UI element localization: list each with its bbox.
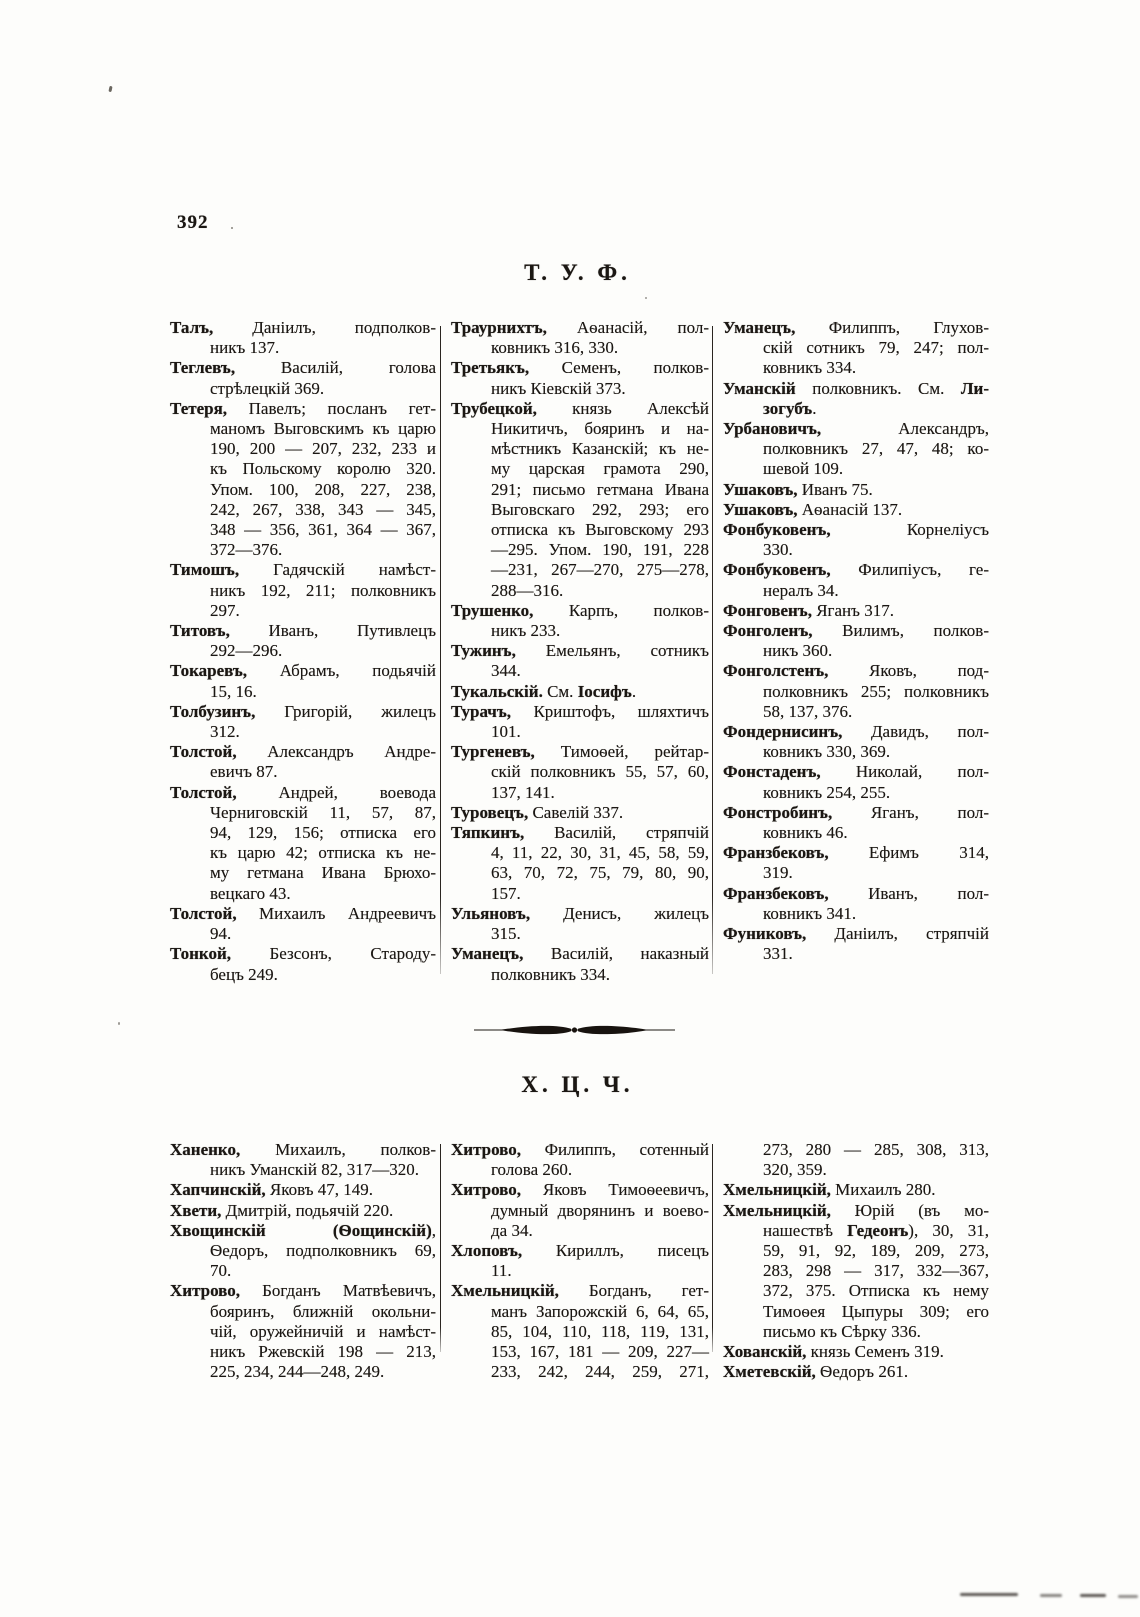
entry-line: ковникъ 254, 255. <box>763 782 891 802</box>
entry-line: ковникъ 46. <box>763 823 848 843</box>
entry-line: манъ Запорожскій 6, 64, 65, <box>491 1301 709 1321</box>
index-column <box>723 1140 989 1382</box>
index-entry <box>723 500 989 520</box>
entry-line: Фонбуковенъ, Корнеліусъ <box>723 520 989 540</box>
entry-line: скій полковникъ 55, 57, 60, <box>491 762 709 782</box>
entry-line: вецкаго 43. <box>210 883 291 903</box>
index-entry <box>451 702 709 742</box>
entry-line: Ханенко, Михаилъ, полков- <box>170 1140 436 1159</box>
index-entry <box>451 823 709 904</box>
entry-line: му царская грамота 290, <box>491 459 709 479</box>
entry-line: Уманецъ, Василій, наказный <box>451 944 709 964</box>
index-entry <box>170 1201 436 1221</box>
entry-line: 94. <box>210 924 232 944</box>
index-entry <box>170 318 436 358</box>
entry-line: Толстой, Александръ Андре- <box>170 742 436 762</box>
entry-line: Уманскій полковникъ. См. Ли- <box>723 378 989 398</box>
entry-line: полковникъ 27, 47, 48; ко- <box>763 439 989 459</box>
index-column <box>451 318 709 985</box>
entry-line: му гетмана Ивана Брюхо- <box>210 863 436 883</box>
entry-line: 11. <box>491 1261 512 1281</box>
index-entry <box>170 944 436 984</box>
index-column <box>170 1140 436 1382</box>
index-entry <box>723 1180 989 1200</box>
index-entry <box>723 419 989 480</box>
entry-line: Тимоѳея Цыпуры 309; его <box>763 1301 989 1321</box>
index-entry <box>723 520 989 560</box>
entry-line: думный дворянинъ и воево- <box>491 1200 709 1220</box>
scan-smudge <box>1040 1594 1062 1597</box>
section-header: Х. Ц. Ч. <box>521 1072 634 1097</box>
index-entry <box>451 641 709 681</box>
entry-line: къ Польскому королю 320. <box>210 459 436 479</box>
entry-line: 330. <box>763 540 793 560</box>
index-column <box>723 318 989 965</box>
entry-line: 85, 104, 110, 118, 119, 131, <box>491 1321 709 1341</box>
index-entry <box>723 762 989 802</box>
entry-line: 292—296. <box>210 641 283 661</box>
entry-line: никъ 233. <box>491 621 561 641</box>
entry-line: 137, 141. <box>491 782 555 802</box>
entry-line: Франзбековъ, Иванъ, пол- <box>723 883 989 903</box>
entry-line: 233, 242, 244, 259, 271, <box>491 1362 709 1382</box>
index-column <box>451 1140 709 1382</box>
entry-line: шевой 109. <box>763 459 844 479</box>
entry-line: 372, 375. Отписка къ нему <box>763 1281 989 1301</box>
index-entry <box>723 318 989 379</box>
column-divider-rule <box>440 326 441 974</box>
entry-line: ковникъ 316, 330. <box>491 338 619 358</box>
entry-line: 101. <box>491 722 521 742</box>
entry-line: Толстой, Андрей, воевода <box>170 782 436 802</box>
entry-line: Хвети, Дмитрій, подьячій 220. <box>170 1200 394 1220</box>
index-entry <box>451 682 709 702</box>
index-entry <box>170 399 436 561</box>
entry-line: 157. <box>491 883 521 903</box>
entry-line: Ѳедоръ, подполковникъ 69, <box>210 1241 436 1261</box>
entry-line: 153, 167, 181 — 209, 227— <box>491 1342 709 1362</box>
ink-speck <box>645 297 647 299</box>
entry-line: 320, 359. <box>763 1160 827 1180</box>
entry-line: Ушаковъ, Иванъ 75. <box>723 479 873 499</box>
index-columns <box>170 318 992 998</box>
entry-line: Титовъ, Иванъ, Путивлецъ <box>170 621 436 641</box>
index-entry <box>170 904 436 944</box>
entry-line: евичъ 87. <box>210 762 278 782</box>
entry-line: Трубецкой, князь Алексѣй <box>451 398 709 418</box>
index-entry <box>723 803 989 843</box>
ink-speck <box>231 227 233 229</box>
entry-line: Тимошъ, Гадячскій намѣст- <box>170 560 436 580</box>
entry-line: Хованскій, князь Семенъ 319. <box>723 1342 944 1362</box>
entry-line: Хлоповъ, Кириллъ, писецъ <box>451 1241 709 1261</box>
section-header: Т. У. Ф. <box>524 260 631 285</box>
entry-line: Черниговскій 11, 57, 87, <box>210 802 436 822</box>
entry-line: 94, 129, 156; отписка его <box>210 823 436 843</box>
index-columns <box>170 1140 992 1440</box>
entry-line: Хитрово, Богданъ Матвѣевичъ, <box>170 1281 436 1301</box>
entry-line: никъ 137. <box>210 338 280 358</box>
index-entry <box>451 1281 709 1382</box>
entry-line: Тяпкинъ, Василій, стряпчій <box>451 823 709 843</box>
entry-line: никъ Ржевскій 198 — 213, <box>210 1342 436 1362</box>
entry-line: Толстой, Михаилъ Андреевичъ <box>170 903 436 923</box>
entry-line: Фонголенъ, Вилимъ, полков- <box>723 621 989 641</box>
ink-speck <box>108 86 112 92</box>
entry-line: Фонговенъ, Яганъ 317. <box>723 600 894 620</box>
entry-line: Никитичъ, бояринъ и на- <box>491 419 709 439</box>
entry-line: Хитрово, Филиппъ, сотенный <box>451 1140 709 1159</box>
entry-line: Трушенко, Карпъ, полков- <box>451 600 709 620</box>
index-entry <box>170 742 436 782</box>
entry-line: 291; письмо гетмана Ивана <box>491 479 709 499</box>
index-entry <box>723 1342 989 1362</box>
entry-line: Ушаковъ, Аѳанасій 137. <box>723 499 903 519</box>
entry-line: Токаревъ, Абрамъ, подьячій <box>170 661 436 681</box>
entry-line: Фондернисинъ, Давидъ, пол- <box>723 722 989 742</box>
column-divider-rule <box>712 326 713 974</box>
index-entry <box>451 358 709 398</box>
entry-line: къ царю 42; отписка къ не- <box>210 843 436 863</box>
entry-line: Франзбековъ, Ефимъ 314, <box>723 843 989 863</box>
index-entry <box>723 884 989 924</box>
entry-line: никъ 360. <box>763 641 833 661</box>
index-entry <box>451 399 709 601</box>
column-divider-rule <box>712 1144 713 1352</box>
index-entry <box>451 904 709 944</box>
entry-line: Уманецъ, Филиппъ, Глухов- <box>723 318 989 337</box>
entry-line: никъ 192, 211; полковникъ <box>210 580 436 600</box>
entry-line: 242, 267, 338, 343 — 345, <box>210 499 436 519</box>
entry-line: Туровецъ, Савелій 337. <box>451 802 624 822</box>
entry-line: Талъ, Даніилъ, подполков- <box>170 318 436 337</box>
entry-line: отписка къ Выговскому 293 <box>491 520 709 540</box>
entry-line: никъ Уманскій 82, 317—320. <box>210 1160 419 1180</box>
entry-line: Хмельницкій, Юрій (въ мо- <box>723 1200 989 1220</box>
index-entry <box>451 1180 709 1241</box>
index-entry <box>451 1140 709 1180</box>
entry-line: 344. <box>491 661 521 681</box>
entry-line: Хитрово, Яковъ Тимоѳеевичъ, <box>451 1180 709 1200</box>
index-entry <box>170 358 436 398</box>
index-column <box>170 318 436 985</box>
entry-line: 283, 298 — 317, 332—367, <box>763 1261 989 1281</box>
entry-line: 58, 137, 376. <box>763 701 853 721</box>
entry-line: Теглевъ, Василій, голова <box>170 358 436 378</box>
entry-line: Третьякъ, Семенъ, полков- <box>451 358 709 378</box>
entry-line: Фонголстенъ, Яковъ, под- <box>723 661 989 681</box>
entry-line: 4, 11, 22, 30, 31, 45, 58, 59, <box>491 843 709 863</box>
entry-line: Турачъ, Криштофъ, шляхтичъ <box>451 701 709 721</box>
entry-line: зогубъ. <box>763 398 817 418</box>
entry-line: Фонбуковенъ, Филипіусъ, ге- <box>723 560 989 580</box>
entry-line: ковникъ 334. <box>763 358 857 378</box>
entry-line: Тонкой, Безсонъ, Староду- <box>170 944 436 964</box>
entry-line: 348 — 356, 361, 364 — 367, <box>210 520 436 540</box>
index-entry <box>170 1180 436 1200</box>
index-entry <box>723 1201 989 1342</box>
index-entry <box>451 601 709 641</box>
entry-line: бояринъ, ближній окольни- <box>210 1301 436 1321</box>
entry-line: полковникъ 334. <box>491 964 611 984</box>
entry-line: Хмельницкій, Богданъ, гет- <box>451 1281 709 1301</box>
entry-line: нашествѣ Гедеонъ), 30, 31, <box>763 1220 989 1240</box>
index-entry <box>170 1221 436 1282</box>
entry-line: Ульяновъ, Денисъ, жилецъ <box>451 903 709 923</box>
index-entry <box>170 560 436 621</box>
index-entry <box>451 742 709 803</box>
entry-line: 225, 234, 244—248, 249. <box>210 1362 385 1382</box>
entry-line: —231, 267—270, 275—278, <box>491 560 709 580</box>
entry-line: Фонстробинъ, Яганъ, пол- <box>723 802 989 822</box>
entry-line: 312. <box>210 722 240 742</box>
index-entry <box>451 318 709 358</box>
index-entry <box>723 1362 989 1382</box>
index-entry <box>170 621 436 661</box>
entry-line: —295. Упом. 190, 191, 228 <box>491 540 709 560</box>
index-entry <box>170 1140 436 1180</box>
index-entry <box>451 1241 709 1281</box>
scan-smudge <box>960 1593 1018 1596</box>
entry-line: 190, 200 — 207, 232, 233 и <box>210 439 436 459</box>
index-entry <box>170 702 436 742</box>
index-entry <box>451 803 709 823</box>
entry-line: 288—316. <box>491 580 564 600</box>
index-entry <box>723 480 989 500</box>
entry-line: 273, 280 — 285, 308, 313, <box>763 1140 989 1159</box>
column-divider-rule <box>440 1144 441 1352</box>
index-entry <box>170 1281 436 1382</box>
index-entry <box>451 944 709 984</box>
index-entry <box>723 661 989 722</box>
entry-line: маномъ Выговскимъ къ царю <box>210 419 436 439</box>
entry-line: 372—376. <box>210 540 283 560</box>
page-number: 392 <box>177 212 209 233</box>
entry-line: Урбановичъ, Александръ, <box>723 419 989 439</box>
entry-line: Тургеневъ, Тимоѳей, рейтар- <box>451 742 709 762</box>
index-entry <box>723 1140 989 1180</box>
index-entry <box>723 601 989 621</box>
entry-line: 59, 91, 92, 189, 209, 273, <box>763 1241 989 1261</box>
section-divider-ornament <box>472 1023 677 1042</box>
entry-line: ковникъ 341. <box>763 903 857 923</box>
entry-line: мѣстникъ Казанскій; къ не- <box>491 439 709 459</box>
entry-line: Выговскаго 292, 293; его <box>491 499 709 519</box>
entry-line: Фонстаденъ, Николай, пол- <box>723 762 989 782</box>
entry-line: нералъ 34. <box>763 580 839 600</box>
entry-line: Фуниковъ, Даніилъ, стряпчій <box>723 924 989 944</box>
entry-line: Траурнихтъ, Аѳанасій, пол- <box>451 318 709 337</box>
index-entry <box>723 621 989 661</box>
index-entry <box>723 722 989 762</box>
entry-line: 297. <box>210 600 240 620</box>
entry-line: Тужинъ, Емельянъ, сотникъ <box>451 641 709 661</box>
entry-line: 331. <box>763 944 793 964</box>
entry-line: Толбузинъ, Григорій, жилецъ <box>170 701 436 721</box>
entry-line: никъ Кіевскій 373. <box>491 378 626 398</box>
entry-line: письмо къ Сѣрку 336. <box>763 1321 921 1341</box>
scan-smudge <box>1118 1595 1138 1598</box>
entry-line: голова 260. <box>491 1160 573 1180</box>
entry-line: стрѣлецкій 369. <box>210 378 325 398</box>
entry-line: полковникъ 255; полковникъ <box>763 681 989 701</box>
scan-smudge <box>1080 1594 1106 1597</box>
entry-line: да 34. <box>491 1220 533 1240</box>
index-entry <box>723 843 989 883</box>
entry-line: ковникъ 330, 369. <box>763 742 891 762</box>
entry-line: 70. <box>210 1261 232 1281</box>
index-entry <box>723 924 989 964</box>
entry-line: чій, оружейничій и намѣст- <box>210 1321 436 1341</box>
entry-line: Упом. 100, 208, 227, 238, <box>210 479 436 499</box>
entry-line: 319. <box>763 863 793 883</box>
entry-line: скій сотникъ 79, 247; пол- <box>763 338 989 358</box>
entry-line: Хвощинскій (Ѳощинскій), <box>170 1220 436 1240</box>
entry-line: бецъ 249. <box>210 964 278 984</box>
index-entry <box>723 379 989 419</box>
entry-line: Тукальскій. См. Іосифъ. <box>451 681 637 701</box>
entry-line: Хмельницкій, Михаилъ 280. <box>723 1180 936 1200</box>
index-entry <box>723 560 989 600</box>
entry-line: Тетеря, Павелъ; посланъ гет- <box>170 398 436 418</box>
entry-line: 63, 70, 72, 75, 79, 80, 90, <box>491 863 709 883</box>
entry-line: 15, 16. <box>210 681 257 701</box>
index-entry <box>170 783 436 904</box>
entry-line: Хапчинскій, Яковъ 47, 149. <box>170 1180 374 1200</box>
index-entry <box>170 661 436 701</box>
ink-speck <box>118 1022 120 1025</box>
entry-line: Хметевскій, Ѳедоръ 261. <box>723 1362 909 1382</box>
entry-line: 315. <box>491 924 521 944</box>
